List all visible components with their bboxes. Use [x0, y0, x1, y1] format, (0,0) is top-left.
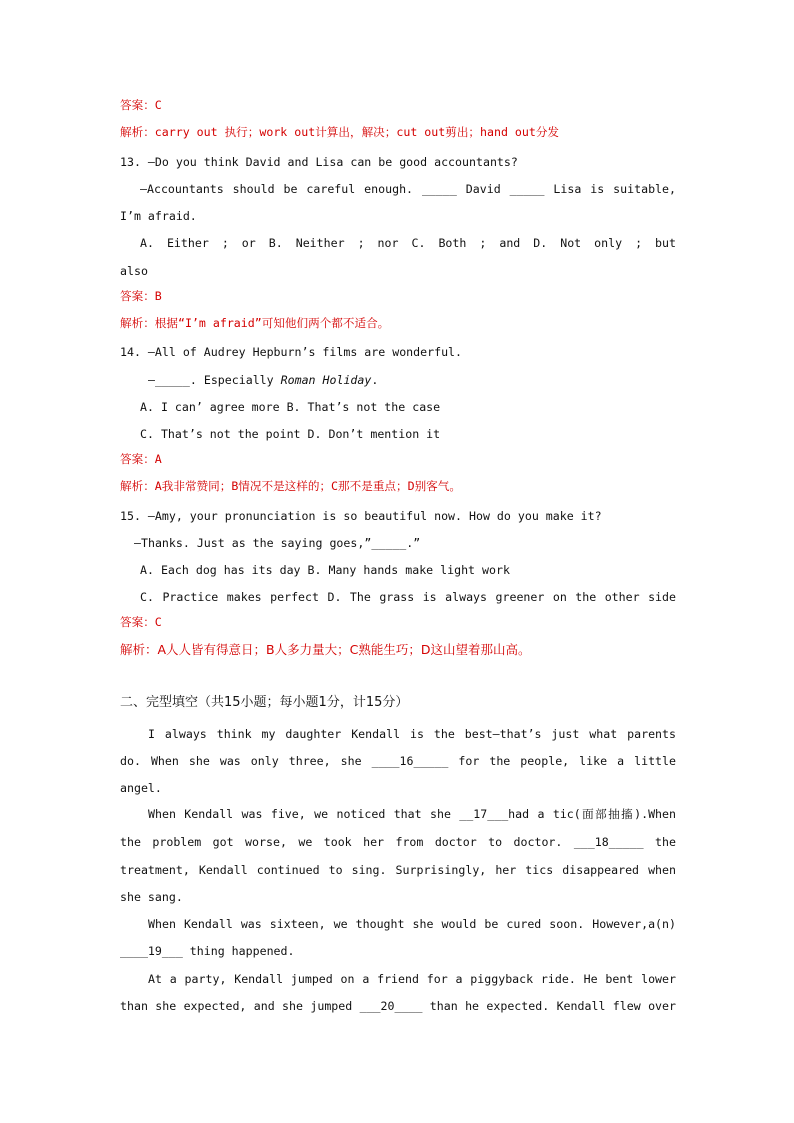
- question-14-options-cd: C. That’s not the point D. Don’t mention it: [140, 427, 441, 441]
- question-13-line-3: I’m afraid.: [120, 209, 197, 223]
- explanation-14: 解析：A我非常赞同；B情况不是这样的；C那不是重点；D别客气。: [120, 479, 461, 493]
- passage-line: When Kendall was sixteen, we thought she would be cured soon. However,a(n): [148, 917, 676, 931]
- question-14-prompt: —_____. Especially: [148, 373, 281, 387]
- question-13-options: A. Either ; or B. Neither ; nor C. Both ; and D. Not only ; but: [140, 236, 676, 250]
- question-15-options-ab: A. Each dog has its day B. Many hands make light work: [140, 563, 510, 577]
- passage-line: she sang.: [120, 890, 183, 904]
- passage-line: angel.: [120, 781, 162, 795]
- passage-line: the problem got worse, we took her from doctor to doctor. ___18_____ the: [120, 835, 676, 849]
- explanation-15: 解析：A人人皆有得意日；B人多力量大；C熟能生巧；D这山望着那山高。: [120, 642, 531, 657]
- passage-line: At a party, Kendall jumped on a friend for a piggyback ride. He bent lower: [148, 972, 676, 986]
- explanation-13: 解析：根据“I’m afraid”可知他们两个都不适合。: [120, 316, 390, 330]
- section-heading: 二、完型填空（共15小题；每小题1分，计15分）: [120, 695, 409, 710]
- question-15-line-1: 15. —Amy, your pronunciation is so beautiful now. How do you make it?: [120, 509, 602, 523]
- passage-line: ____19___ thing happened.: [120, 944, 295, 958]
- question-14-options-ab: A. I can’ agree more B. That’s not the case: [140, 400, 441, 414]
- question-14-line-1: 14. —All of Audrey Hepburn’s films are wonderful.: [120, 345, 463, 359]
- passage-line: do. When she was only three, she ____16_____ for the people, like a little: [120, 754, 676, 768]
- passage-line: than she expected, and she jumped ___20____ than he expected. Kendall flew over: [120, 999, 676, 1013]
- passage-line: treatment, Kendall continued to sing. Surprisingly, her tics disappeared when: [120, 863, 676, 877]
- question-13-line-4: also: [120, 264, 148, 278]
- answer-12: 答案：C: [120, 98, 162, 112]
- question-14-period: .: [371, 373, 379, 387]
- answer-13: 答案：B: [120, 289, 162, 303]
- film-title: Roman Holiday: [280, 373, 372, 387]
- explanation-12: 解析：carry out 执行；work out计算出，解决；cut out剪出；hand out分发: [120, 125, 560, 139]
- question-13-line-2: —Accountants should be careful enough. _____ David _____ Lisa is suitable,: [140, 182, 676, 196]
- answer-15: 答案：C: [120, 615, 162, 629]
- passage-line: When Kendall was five, we noticed that she __17___had a tic(面部抽搐).When: [148, 807, 676, 821]
- question-13-line-1: 13. —Do you think David and Lisa can be good accountants?: [120, 155, 518, 169]
- answer-14: 答案：A: [120, 452, 162, 466]
- question-14-line-2: [148, 372, 704, 388]
- passage-line: I always think my daughter Kendall is the best—that’s just what parents: [148, 727, 676, 741]
- question-15-line-2: —Thanks. Just as the saying goes,”_____.”: [134, 536, 421, 550]
- question-15-options-cd: C. Practice makes perfect D. The grass is always greener on the other side: [140, 590, 676, 604]
